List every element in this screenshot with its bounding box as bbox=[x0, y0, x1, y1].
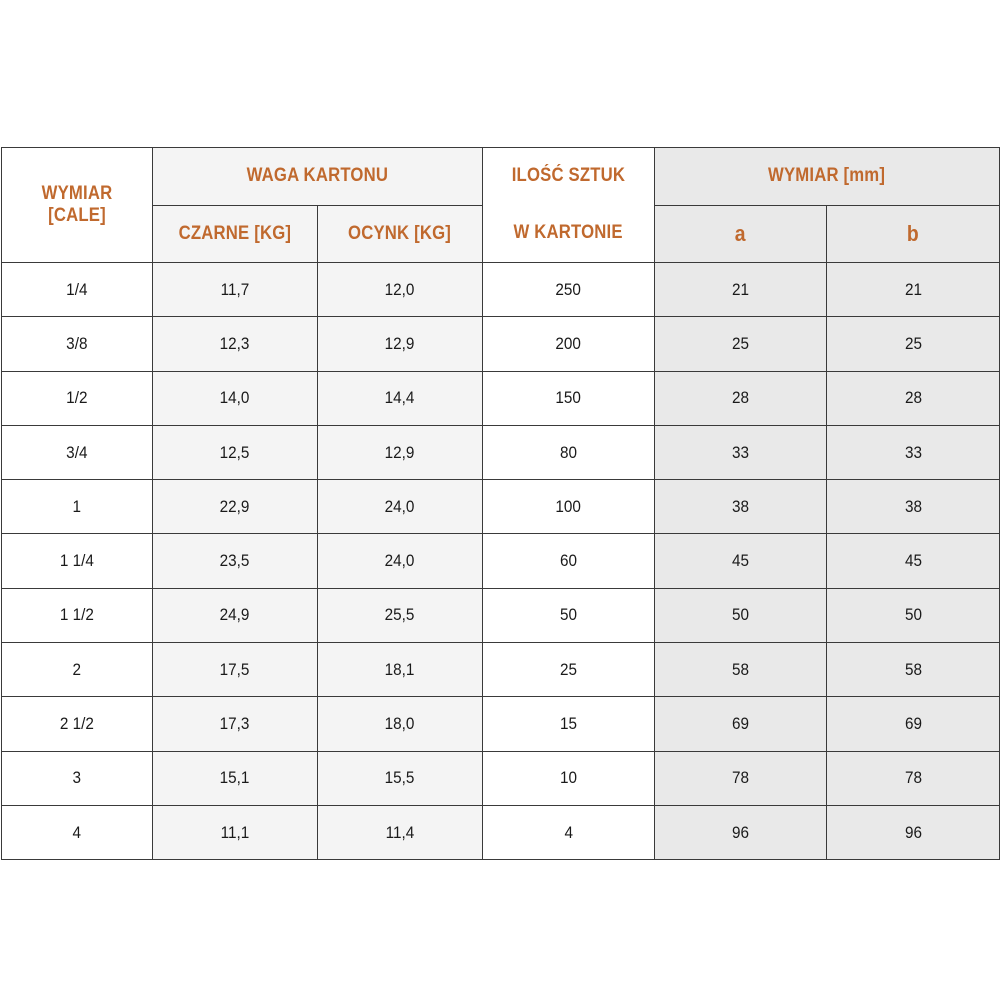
cell-dimension-a: 21 bbox=[655, 263, 827, 317]
header-black: CZARNE [KG] bbox=[153, 205, 318, 263]
cell-galvanized-weight: 24,0 bbox=[318, 480, 483, 534]
cell-quantity: 200 bbox=[483, 317, 655, 371]
cell-dimension-a: 33 bbox=[655, 425, 827, 479]
cell-size: 1 bbox=[2, 480, 153, 534]
cell-galvanized-weight: 18,1 bbox=[318, 643, 483, 697]
cell-dimension-a: 78 bbox=[655, 751, 827, 805]
cell-dimension-b: 58 bbox=[827, 643, 1000, 697]
cell-quantity: 250 bbox=[483, 263, 655, 317]
cell-galvanized-weight: 24,0 bbox=[318, 534, 483, 588]
cell-size: 1/2 bbox=[2, 371, 153, 425]
table-body bbox=[2, 263, 1000, 860]
cell-size: 3 bbox=[2, 751, 153, 805]
cell-dimension-a: 50 bbox=[655, 588, 827, 642]
cell-dimension-a: 58 bbox=[655, 643, 827, 697]
cell-black-weight: 23,5 bbox=[153, 534, 318, 588]
cell-dimension-b: 38 bbox=[827, 480, 1000, 534]
header-size-inch: WYMIAR [CALE] bbox=[2, 148, 153, 263]
cell-dimension-b: 25 bbox=[827, 317, 1000, 371]
cell-galvanized-weight: 15,5 bbox=[318, 751, 483, 805]
cell-dimension-b: 50 bbox=[827, 588, 1000, 642]
cell-quantity: 50 bbox=[483, 588, 655, 642]
cell-black-weight: 24,9 bbox=[153, 588, 318, 642]
table-row bbox=[2, 697, 1000, 751]
header-quantity bbox=[483, 148, 655, 263]
cell-galvanized-weight: 11,4 bbox=[318, 805, 483, 859]
header-dimension-mm: WYMIAR [mm] bbox=[655, 148, 1000, 206]
cell-size: 3/4 bbox=[2, 425, 153, 479]
cell-galvanized-weight: 18,0 bbox=[318, 697, 483, 751]
cell-dimension-a: 45 bbox=[655, 534, 827, 588]
table-row bbox=[2, 480, 1000, 534]
cell-dimension-b: 21 bbox=[827, 263, 1000, 317]
cell-black-weight: 17,3 bbox=[153, 697, 318, 751]
cell-black-weight: 11,1 bbox=[153, 805, 318, 859]
header-carton-weight: WAGA KARTONU bbox=[153, 148, 483, 206]
cell-galvanized-weight: 12,9 bbox=[318, 425, 483, 479]
cell-dimension-b: 69 bbox=[827, 697, 1000, 751]
cell-dimension-b: 78 bbox=[827, 751, 1000, 805]
cell-size: 1/4 bbox=[2, 263, 153, 317]
cell-black-weight: 11,7 bbox=[153, 263, 318, 317]
cell-size: 4 bbox=[2, 805, 153, 859]
cell-black-weight: 12,3 bbox=[153, 317, 318, 371]
cell-quantity: 10 bbox=[483, 751, 655, 805]
cell-quantity: 150 bbox=[483, 371, 655, 425]
cell-black-weight: 14,0 bbox=[153, 371, 318, 425]
cell-size: 1 1/2 bbox=[2, 588, 153, 642]
header-quantity-line1: ILOŚĆ SZTUK bbox=[511, 165, 626, 186]
cell-galvanized-weight: 14,4 bbox=[318, 371, 483, 425]
cell-black-weight: 15,1 bbox=[153, 751, 318, 805]
header-quantity-line2: W KARTONIE bbox=[513, 222, 624, 243]
table-row bbox=[2, 317, 1000, 371]
cell-quantity: 100 bbox=[483, 480, 655, 534]
cell-quantity: 15 bbox=[483, 697, 655, 751]
spec-table bbox=[1, 147, 1000, 860]
table-row bbox=[2, 805, 1000, 859]
cell-size: 2 1/2 bbox=[2, 697, 153, 751]
cell-quantity: 80 bbox=[483, 425, 655, 479]
cell-size: 2 bbox=[2, 643, 153, 697]
cell-galvanized-weight: 12,0 bbox=[318, 263, 483, 317]
header-a: a bbox=[655, 205, 827, 263]
table-row bbox=[2, 751, 1000, 805]
cell-size: 3/8 bbox=[2, 317, 153, 371]
cell-dimension-b: 96 bbox=[827, 805, 1000, 859]
cell-galvanized-weight: 25,5 bbox=[318, 588, 483, 642]
header-row-1 bbox=[2, 148, 1000, 206]
cell-dimension-a: 38 bbox=[655, 480, 827, 534]
cell-black-weight: 17,5 bbox=[153, 643, 318, 697]
cell-dimension-a: 69 bbox=[655, 697, 827, 751]
table-row bbox=[2, 371, 1000, 425]
table-row bbox=[2, 534, 1000, 588]
cell-size: 1 1/4 bbox=[2, 534, 153, 588]
cell-black-weight: 22,9 bbox=[153, 480, 318, 534]
table-row bbox=[2, 588, 1000, 642]
cell-dimension-b: 28 bbox=[827, 371, 1000, 425]
cell-quantity: 25 bbox=[483, 643, 655, 697]
cell-dimension-a: 25 bbox=[655, 317, 827, 371]
table-row bbox=[2, 425, 1000, 479]
cell-black-weight: 12,5 bbox=[153, 425, 318, 479]
cell-quantity: 4 bbox=[483, 805, 655, 859]
cell-dimension-a: 28 bbox=[655, 371, 827, 425]
table-row bbox=[2, 643, 1000, 697]
cell-dimension-a: 96 bbox=[655, 805, 827, 859]
cell-galvanized-weight: 12,9 bbox=[318, 317, 483, 371]
cell-dimension-b: 45 bbox=[827, 534, 1000, 588]
table-row bbox=[2, 263, 1000, 317]
cell-quantity: 60 bbox=[483, 534, 655, 588]
cell-dimension-b: 33 bbox=[827, 425, 1000, 479]
header-galvanized: OCYNK [KG] bbox=[318, 205, 483, 263]
header-b: b bbox=[827, 205, 1000, 263]
